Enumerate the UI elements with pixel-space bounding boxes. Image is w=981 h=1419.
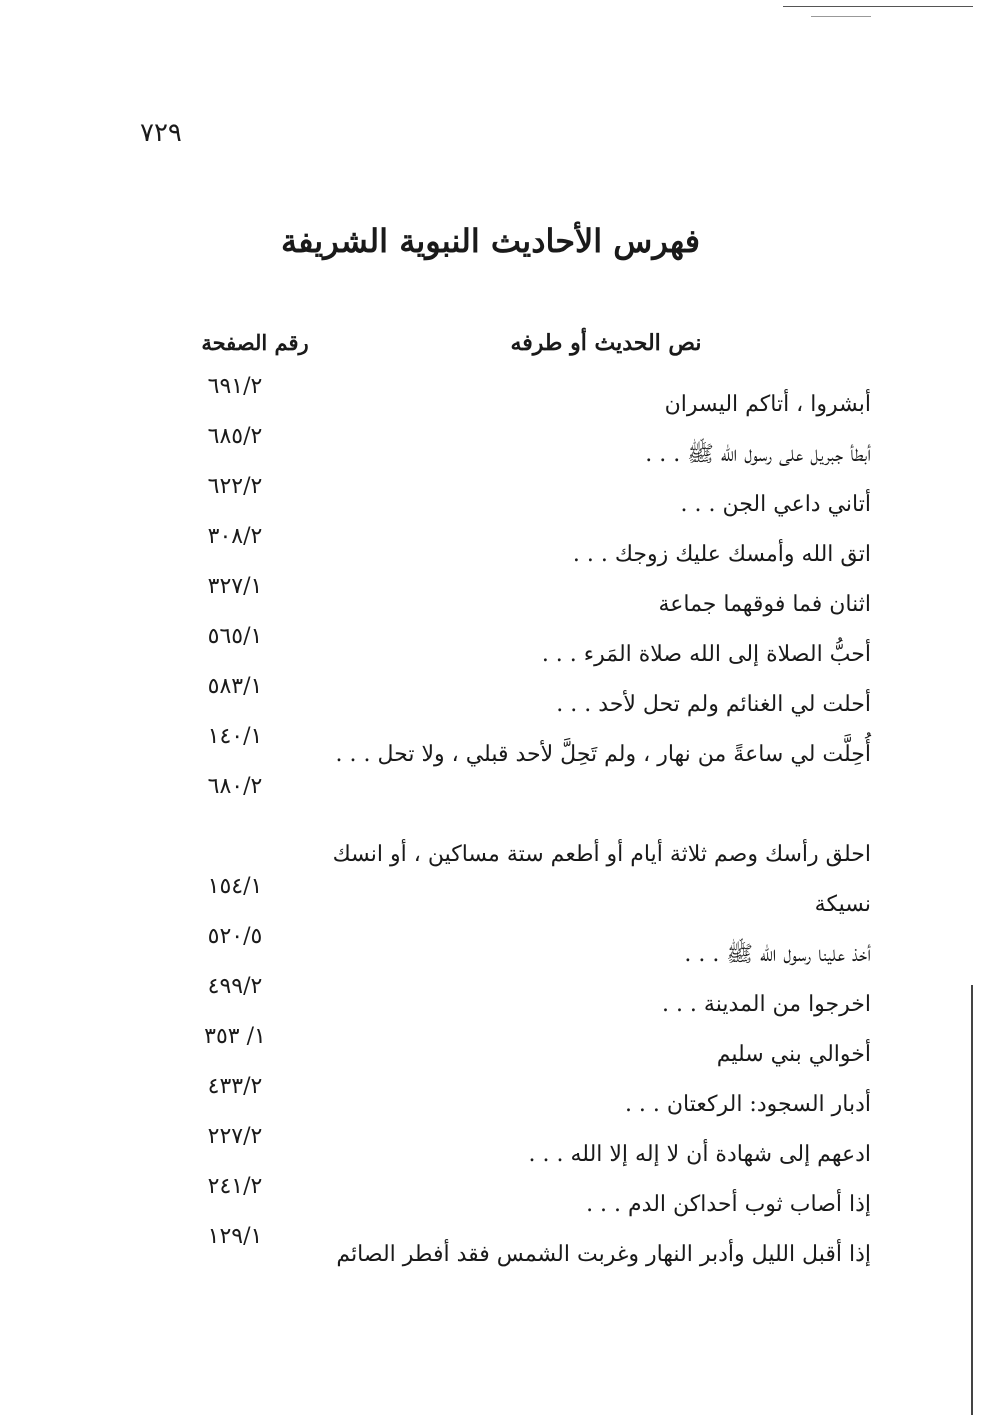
- hadith-text: أبشروا ، أتاكم اليسران: [664, 392, 871, 417]
- index-row: [0, 1074, 981, 1130]
- index-row: [0, 624, 981, 680]
- index-row: [0, 974, 981, 1030]
- column-header-page: رقم الصفحة: [201, 330, 309, 355]
- page-reference: ٤٣٣/٢: [207, 1074, 263, 1099]
- table-header: [120, 330, 871, 370]
- page-reference: ٥٢٠/٥: [207, 924, 263, 949]
- page-title: فهرس الأحاديث النبوية الشريفة: [280, 222, 701, 260]
- hadith-text: احلق رأسك وصم ثلاثة أيام أو أطعم ستة مساكين ، أو انسك: [332, 842, 871, 867]
- hadith-text: أحلت لي الغنائم ولم تحل لأحد . . .: [556, 692, 871, 717]
- index-row: [0, 874, 981, 930]
- index-row: [0, 724, 981, 780]
- hadith-text: أخذ علينا رسول الله ﷺ . . .: [684, 942, 871, 967]
- index-row: [0, 574, 981, 630]
- column-header-text: نص الحديث أو طرفه: [510, 330, 702, 356]
- page-reference: ٤٩٩/٢: [207, 974, 263, 999]
- index-row: [0, 674, 981, 730]
- hadith-text: اثنان فما فوقهما جماعة: [658, 592, 871, 617]
- index-row: [0, 774, 981, 830]
- page-reference: ٣٠٨/٢: [207, 524, 263, 549]
- index-row: [0, 1024, 981, 1080]
- index-row: [0, 830, 981, 880]
- page-reference: ١٥٤/١: [207, 874, 263, 899]
- hadith-text: إذا أقبل الليل وأدبر النهار وغربت الشمس فقد أفطر الصائم: [336, 1242, 871, 1267]
- page-reference: ١/ ٣٥٣: [204, 1024, 266, 1049]
- index-row: [0, 1124, 981, 1180]
- hadith-text: أبطأ جبريل على رسول الله ﷺ . . .: [645, 442, 871, 467]
- index-row: [0, 1224, 981, 1280]
- page-reference: ١٤٠/١: [207, 724, 263, 749]
- index-row: [0, 524, 981, 580]
- page-reference: ٦٩١/٢: [207, 374, 263, 399]
- page-number: ٧٢٩: [140, 118, 182, 148]
- hadith-text: اتق الله وأمسك عليك زوجك . . .: [572, 542, 871, 567]
- page-reference: ٥٦٥/١: [207, 624, 263, 649]
- index-row: [0, 424, 981, 480]
- index-row: [0, 924, 981, 980]
- page-reference: ١٢٩/١: [207, 1224, 263, 1249]
- hadith-text: أتاني داعي الجن . . .: [680, 492, 871, 517]
- hadith-text: نسيكة: [814, 892, 871, 917]
- top-rule: [783, 6, 973, 7]
- hadith-text: إذا أصاب ثوب أحداكن الدم . . .: [586, 1192, 871, 1217]
- index-row: [0, 474, 981, 530]
- page-reference: ٢٢٧/٢: [207, 1124, 263, 1149]
- page-reference: ٥٨٣/١: [207, 674, 263, 699]
- hadith-text: ادعهم إلى شهادة أن لا إله إلا الله . . .: [528, 1142, 871, 1167]
- hadith-text: أُحِلَّت لي ساعةً من نهار ، ولم تَحِلَّ لأحد قبلي ، ولا تحل . . .: [335, 742, 871, 767]
- page-reference: ٢٤١/٢: [207, 1174, 263, 1199]
- page-reference: ٦٢٢/٢: [207, 474, 263, 499]
- index-row: [0, 1174, 981, 1230]
- index-row: [0, 374, 981, 430]
- hadith-text: اخرجوا من المدينة . . .: [661, 992, 871, 1017]
- hadith-text: أخوالي بني سليم: [716, 1042, 871, 1067]
- hadith-text: أدبار السجود: الركعتان . . .: [624, 1092, 871, 1117]
- page-reference: ٣٢٧/١: [207, 574, 263, 599]
- page-reference: ٦٨٠/٢: [207, 774, 263, 799]
- top-rule-secondary: [811, 16, 871, 17]
- hadith-text: أحبُّ الصلاة إلى الله صلاة المَرء . . .: [541, 642, 871, 667]
- page-reference: ٦٨٥/٢: [207, 424, 263, 449]
- hadith-index-list: [0, 374, 981, 1280]
